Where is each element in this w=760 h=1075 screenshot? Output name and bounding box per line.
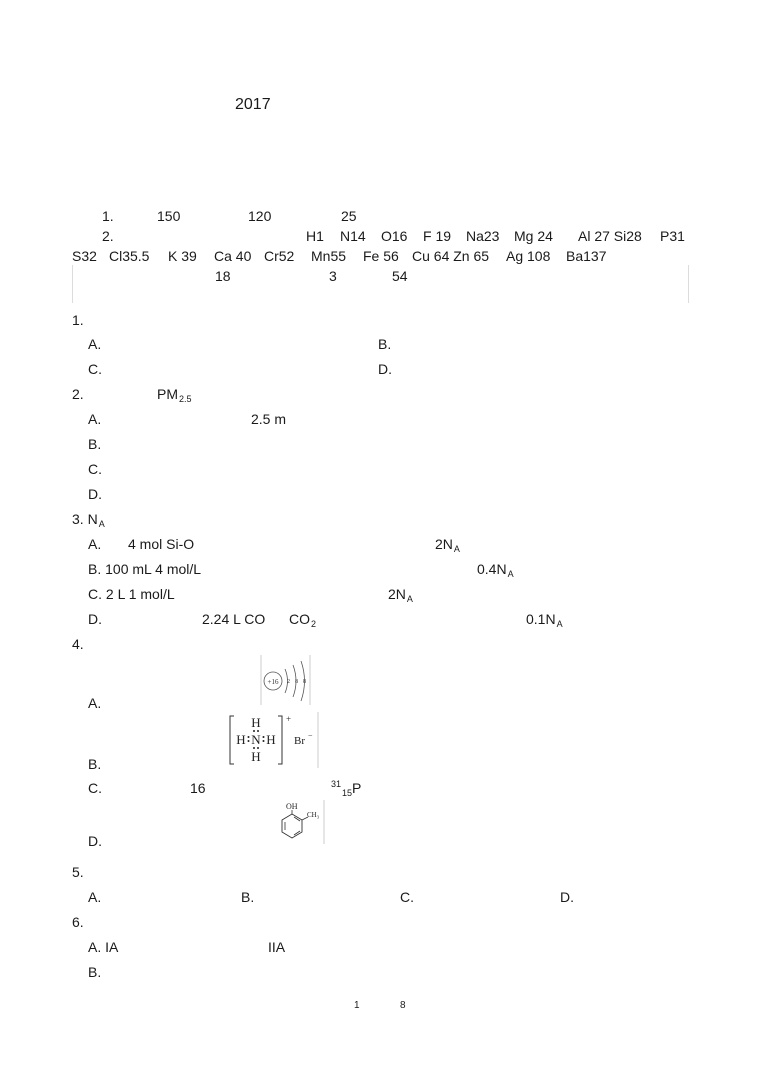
atomic-mass: H1 — [306, 228, 324, 244]
nh4-n-center: N — [251, 732, 261, 747]
atomic-mass: P31 — [660, 228, 685, 244]
q3-option-d-text: 2.24 L CO — [202, 611, 266, 627]
atomic-mass: Cr52 — [264, 248, 295, 264]
cresol-oh-label: OH — [286, 802, 298, 811]
note-1-value-c: 25 — [341, 208, 357, 224]
note-1-number: 1. — [102, 208, 114, 224]
note-1-value-b: 120 — [248, 208, 272, 224]
q2-pm-subscript: 2.5 — [179, 394, 192, 404]
isotope-element: P — [352, 780, 362, 796]
q2-option-b: B. — [88, 436, 102, 452]
q3-d-co2-subscript: 2 — [311, 619, 317, 629]
atomic-mass: Ca 40 — [214, 248, 252, 264]
q3-option-a: A. — [88, 536, 102, 552]
atomic-mass: Cl35.5 — [109, 248, 150, 264]
q3-d-value-subscript: A — [556, 619, 563, 629]
question-5-number: 5. — [72, 864, 84, 880]
note-2-number: 2. — [102, 228, 114, 244]
q2-pm-label — [157, 386, 192, 404]
q3-number-text: 3. N — [72, 511, 98, 527]
bromide-charge: − — [308, 731, 313, 740]
q2-option-a-value: 2.5 m — [251, 411, 287, 427]
q3-option-d-co2 — [289, 611, 316, 629]
atomic-mass: Ba137 — [566, 248, 607, 264]
ammonium-bromide-structure — [228, 712, 320, 768]
q5-option-a: A. — [88, 889, 102, 905]
q3-number-subscript: A — [98, 519, 105, 529]
q3-option-b-value — [477, 561, 514, 579]
q6-option-a: A. IA — [88, 939, 119, 955]
question-2-number: 2. — [72, 386, 84, 402]
q6-option-b: B. — [88, 964, 102, 980]
atom-shell-1-count: 2 — [287, 679, 290, 685]
q4-option-a: A. — [88, 695, 102, 711]
q4-option-c-isotope — [331, 780, 361, 798]
q1-option-a: A. — [88, 336, 102, 352]
nh4-h-left: H — [236, 732, 246, 747]
q3-option-b: B. 100 mL 4 mol/L — [88, 561, 202, 577]
note-3-value-c: 54 — [392, 268, 408, 284]
q1-option-b: B. — [378, 336, 392, 352]
atomic-mass: Fe 56 — [363, 248, 399, 264]
note-3-value-b: 3 — [329, 268, 337, 284]
atomic-mass: O16 — [381, 228, 408, 244]
question-3-number — [72, 511, 105, 529]
q4-option-d: D. — [88, 833, 102, 849]
q2-pm-text: PM — [157, 386, 178, 402]
atomic-mass: S32 — [72, 248, 97, 264]
q3-option-a-text: 4 mol Si-O — [128, 536, 195, 552]
atomic-mass: Al 27 Si28 — [578, 228, 642, 244]
q1-option-c: C. — [88, 361, 102, 377]
isotope-atomic-number: 15 — [342, 788, 353, 798]
atom-nucleus-label: +16 — [267, 678, 279, 686]
notes-box-right-border — [688, 265, 689, 303]
q3-option-c-value — [388, 586, 413, 604]
bromide-label: Br — [294, 735, 305, 747]
nh4-charge: + — [286, 714, 292, 724]
atom-shell-3-count: 8 — [303, 679, 306, 685]
q3-d-value-text: 0.1N — [526, 611, 556, 627]
q3-d-co2-text: CO — [289, 611, 310, 627]
q3-b-value-text: 0.4N — [477, 561, 507, 577]
cresol-structure — [272, 800, 326, 844]
atomic-mass: K 39 — [168, 248, 197, 264]
q3-option-d-value — [526, 611, 563, 629]
atomic-mass: Na23 — [466, 228, 500, 244]
atomic-mass: N14 — [340, 228, 366, 244]
q3-c-value-subscript: A — [406, 594, 413, 604]
q3-option-c: C. 2 L 1 mol/L — [88, 586, 175, 602]
question-1-number: 1. — [72, 312, 84, 328]
atom-shell-2-count: 8 — [295, 679, 298, 685]
note-3-value-a: 18 — [215, 268, 231, 284]
atomic-mass: Mg 24 — [514, 228, 553, 244]
atomic-mass: Mn55 — [311, 248, 347, 264]
page-number: 1 — [354, 1000, 360, 1011]
atomic-mass: Cu 64 Zn 65 — [412, 248, 490, 264]
q3-option-a-value — [435, 536, 460, 554]
q2-option-c: C. — [88, 461, 102, 477]
isotope-mass-number: 31 — [331, 779, 342, 789]
cresol-ch3-label: CH₃ — [307, 811, 320, 819]
q4-option-c-text: 16 — [190, 780, 206, 796]
page-total: 8 — [400, 1000, 406, 1011]
q5-option-c: C. — [400, 889, 414, 905]
q3-c-value-text: 2N — [388, 586, 406, 602]
nh4-h-top: H — [251, 715, 261, 730]
q5-option-b: B. — [241, 889, 255, 905]
question-4-number: 4. — [72, 636, 84, 652]
q2-option-d: D. — [88, 486, 102, 502]
question-6-number: 6. — [72, 914, 84, 930]
atom-structure-diagram — [260, 655, 312, 705]
nh4-h-bottom: H — [251, 749, 261, 764]
q2-option-a: A. — [88, 411, 102, 427]
atomic-mass: F 19 — [423, 228, 452, 244]
nh4-h-right: H — [266, 732, 276, 747]
note-1-value-a: 150 — [157, 208, 181, 224]
q5-option-d: D. — [560, 889, 574, 905]
q3-a-value-text: 2N — [435, 536, 453, 552]
q3-option-d: D. — [88, 611, 102, 627]
atomic-mass: Ag 108 — [506, 248, 551, 264]
q3-b-value-subscript: A — [507, 569, 514, 579]
q1-option-d: D. — [378, 361, 392, 377]
q4-option-b: B. — [88, 756, 102, 772]
notes-box-left-border — [72, 265, 73, 303]
exam-year: 2017 — [235, 96, 271, 113]
q3-a-value-subscript: A — [453, 544, 460, 554]
q4-option-c: C. — [88, 780, 102, 796]
q6-option-a-value: IIA — [268, 939, 286, 955]
